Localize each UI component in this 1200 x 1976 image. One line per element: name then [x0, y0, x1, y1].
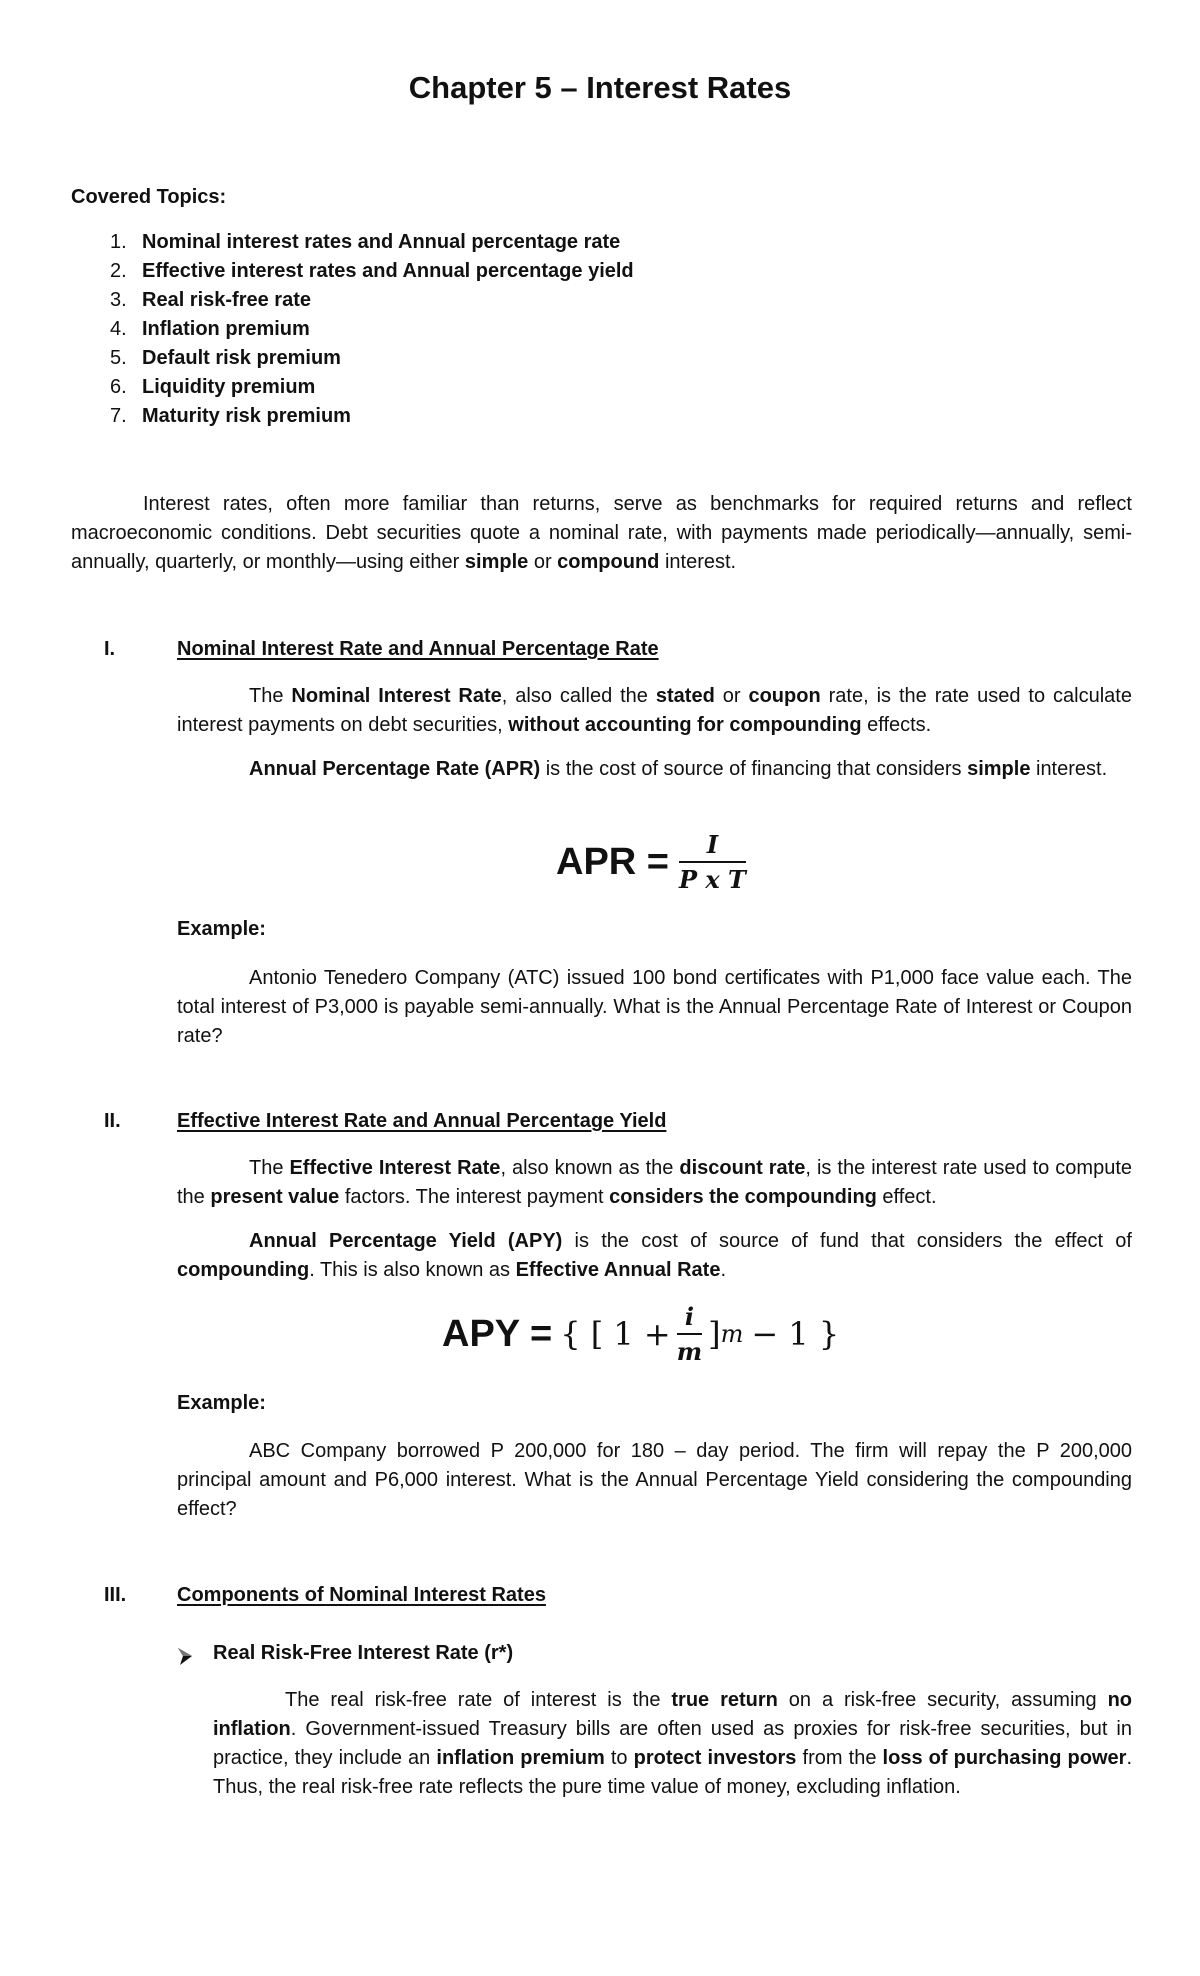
bold-text: no inflation [213, 1689, 1133, 1740]
topic-label: Effective interest rates and Annual percentage yield [142, 260, 634, 282]
topic-number: 2. [110, 260, 127, 282]
bold-text: loss of purchasing power [882, 1747, 1127, 1769]
formula-open: { [ 1 + [560, 1315, 671, 1353]
effective-rate-paragraph [177, 1154, 1132, 1212]
section-number: I. [104, 638, 116, 660]
bold-text: considers the compounding [609, 1186, 877, 1208]
topic-number: 7. [110, 405, 127, 427]
text: effects. [861, 714, 932, 736]
topic-label: Maturity risk premium [142, 405, 351, 427]
formula-lhs: APR = [556, 840, 669, 883]
bold-text: simple [967, 758, 1031, 780]
bold-text: stated [655, 685, 715, 707]
text: . [720, 1259, 727, 1281]
topic-number: 3. [110, 289, 127, 311]
apy-formula [442, 1302, 839, 1366]
text: . Thus, the real risk-free rate reflects the pure time value of money, excluding inflation. [213, 1747, 1132, 1798]
apy-definition-paragraph [177, 1227, 1132, 1285]
text: The real risk-free rate of interest is the [285, 1689, 672, 1711]
covered-topics-label: Covered Topics: [71, 186, 227, 208]
text: Interest rates, often more familiar than returns, serve as benchmarks for required returns and reflect macroeconomic conditions. Debt securities quote a nominal rate, with payments made periodically—annually, semi-annually, quarterly, or monthly—using either [71, 493, 1132, 573]
text: rate, is the rate used to calculate interest payments on debt securities, [177, 685, 1132, 736]
formula-close-bracket: ] [708, 1315, 721, 1353]
topic-number: 5. [110, 347, 127, 369]
text: factors. The interest payment [339, 1186, 610, 1208]
numerator: i [684, 1302, 694, 1331]
apr-definition-paragraph [177, 755, 1132, 784]
sub-heading: Real Risk-Free Interest Rate (r*) [213, 1642, 514, 1664]
example-label: Example: [177, 1392, 266, 1414]
text: or [714, 685, 749, 707]
section-number: III. [104, 1584, 127, 1606]
topic-item [110, 344, 634, 373]
example-paragraph [177, 964, 1132, 1051]
text: ABC Company borrowed P 200,000 for 180 – day period. The firm will repay the P 200,000 principal amount and P6,000 interest. What is the Annual Percentage Yield considering the compounding effect? [177, 1440, 1132, 1520]
topic-label: Real risk-free rate [142, 289, 311, 311]
bold-text: simple [464, 551, 529, 573]
fraction [677, 1302, 702, 1366]
bold-text: Effective Interest Rate [289, 1157, 501, 1179]
bold-text: discount rate [679, 1157, 806, 1179]
text: or [528, 551, 558, 573]
topic-item [110, 228, 634, 257]
text: to [604, 1747, 634, 1769]
topic-label: Nominal interest rates and Annual percentage rate [142, 231, 621, 253]
bold-text: Annual Percentage Rate (APR) [249, 758, 541, 780]
bold-text: compounding [177, 1259, 310, 1281]
topic-item [110, 373, 634, 402]
text: . This is also known as [309, 1259, 516, 1281]
text: The [249, 685, 292, 707]
text: is the cost of source of fund that considers the effect of [562, 1230, 1132, 1252]
topic-number: 1. [110, 231, 127, 253]
denominator: P x T [678, 865, 746, 894]
denominator: m [676, 1337, 703, 1366]
topic-item [110, 286, 634, 315]
formula-exponent: m [720, 1320, 744, 1348]
text: , is the interest rate used to compute the [177, 1157, 1132, 1208]
text: interest. [659, 551, 737, 573]
bold-text: compound [557, 551, 660, 573]
arrowhead-bullet-icon [177, 1645, 193, 1673]
topic-item [110, 402, 634, 431]
text: , also known as the [500, 1157, 680, 1179]
fraction [679, 830, 746, 894]
bold-text: protect investors [633, 1747, 797, 1769]
text: Antonio Tenedero Company (ATC) issued 100 bond certificates with P1,000 face value each. The total interest of P3,000 is payable semi-annually. What is the Annual Percentage Rate of Interest or Coupon rate? [177, 967, 1132, 1047]
text: . Government-issued Treasury bills are often used as proxies for risk-free securities, but in practice, they include an [213, 1718, 1132, 1769]
text: The [249, 1157, 290, 1179]
formula-lhs: APY = [442, 1312, 553, 1355]
topic-number: 4. [110, 318, 127, 340]
covered-topics-list [110, 228, 634, 431]
bold-text: without accounting for compounding [508, 714, 862, 736]
section-heading: Nominal Interest Rate and Annual Percentage Rate [177, 638, 659, 660]
apr-formula [556, 830, 746, 894]
page-title: Chapter 5 – Interest Rates [408, 70, 792, 105]
real-risk-free-paragraph [213, 1686, 1132, 1802]
nominal-rate-paragraph [177, 682, 1132, 740]
text: is the cost of source of financing that considers [540, 758, 968, 780]
example-paragraph [177, 1437, 1132, 1524]
bold-text: Annual Percentage Yield (APY) [249, 1230, 563, 1252]
topic-label: Default risk premium [142, 347, 341, 369]
bold-text: inflation premium [436, 1747, 605, 1769]
text: interest. [1030, 758, 1108, 780]
bold-text: coupon [748, 685, 821, 707]
text: effect. [876, 1186, 937, 1208]
bold-text: present value [210, 1186, 340, 1208]
topic-number: 6. [110, 376, 127, 398]
bold-text: Nominal Interest Rate [291, 685, 502, 707]
topic-item [110, 315, 634, 344]
section-heading: Components of Nominal Interest Rates [177, 1584, 546, 1606]
topic-label: Liquidity premium [142, 376, 316, 398]
topic-item [110, 257, 634, 286]
intro-paragraph [71, 490, 1132, 577]
example-label: Example: [177, 918, 266, 940]
text: on a risk-free security, assuming [777, 1689, 1108, 1711]
bold-text: true return [671, 1689, 778, 1711]
formula-tail: − 1 } [751, 1315, 840, 1353]
text: from the [796, 1747, 883, 1769]
section-number: II. [104, 1110, 121, 1132]
text: , also called the [501, 685, 656, 707]
section-heading: Effective Interest Rate and Annual Percentage Yield [177, 1110, 667, 1132]
numerator: I [706, 830, 719, 859]
bold-text: Effective Annual Rate [515, 1259, 721, 1281]
topic-label: Inflation premium [142, 318, 310, 340]
